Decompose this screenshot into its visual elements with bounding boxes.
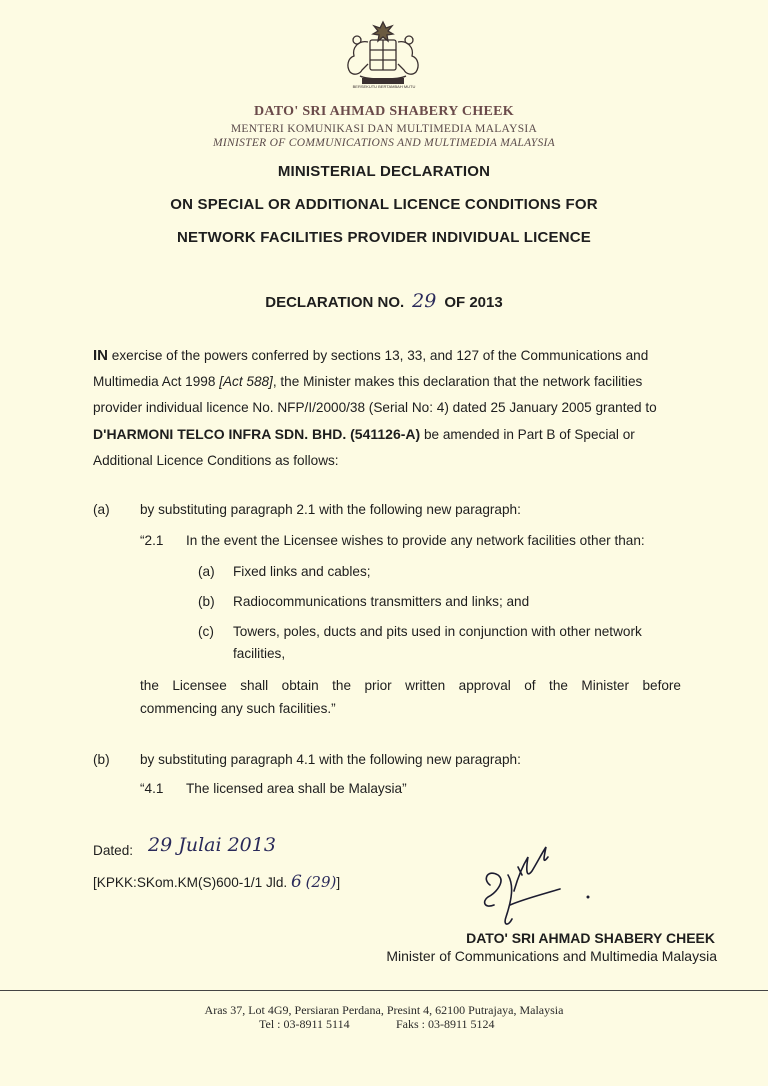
sub-item-text: Fixed links and cables; — [233, 564, 371, 579]
declaration-number — [0, 290, 768, 312]
sub-item-label: (c) — [198, 624, 214, 639]
declaration-suffix: OF 2013 — [444, 294, 503, 311]
intro-text1: exercise of the powers conferred by sections 13, 33, and 127 of the Communications and Multimedia Act 1998 — [93, 348, 649, 389]
reference-number — [93, 872, 340, 893]
dated-handwritten: 29 Julai 2013 — [148, 834, 276, 856]
minister-title-english: MINISTER OF COMMUNICATIONS AND MULTIMEDIA MALAYSIA — [213, 137, 555, 149]
coat-of-arms-icon — [338, 18, 428, 94]
crest-motto: BERSEKUTU BERTAMBAH MUTU — [352, 84, 416, 89]
item-a-para-number: “2.1 — [140, 533, 164, 548]
item-b-text: by substituting paragraph 4.1 with the following new paragraph: — [140, 752, 521, 767]
signatory-title: Minister of Communications and Multimedia Malaysia — [386, 948, 717, 964]
item-b-para-text: The licensed area shall be Malaysia” — [186, 781, 407, 796]
reference-suffix: ] — [336, 875, 341, 890]
item-b-para-number: “4.1 — [140, 781, 164, 796]
sub-item-text: Towers, poles, ducts and pits used in conjunction with other network — [233, 624, 642, 639]
intro-paragraph — [93, 343, 683, 474]
declaration-number-handwritten: 29 — [412, 290, 437, 312]
sub-item-label: (b) — [198, 594, 215, 609]
sub-item-text: Radiocommunications transmitters and links; and — [233, 594, 530, 609]
sub-item-text-continued: facilities, — [233, 646, 286, 661]
footer-fax: Faks : 03-8911 5124 — [396, 1017, 495, 1031]
declaration-heading-line1: MINISTERIAL DECLARATION — [277, 163, 491, 180]
minister-title-malay: MENTERI KOMUNIKASI DAN MULTIMEDIA MALAYSIA — [230, 123, 538, 135]
company-name: D'HARMONI TELCO INFRA SDN. BHD. (541126-A) — [93, 426, 421, 442]
item-a-text: by substituting paragraph 2.1 with the following new paragraph: — [140, 502, 521, 517]
dated-label: Dated: — [93, 843, 134, 858]
declaration-heading-line3: NETWORK FACILITIES PROVIDER INDIVIDUAL LICENCE — [177, 229, 591, 246]
reference-handwritten-number: (29) — [305, 873, 337, 891]
footer-divider — [0, 990, 768, 991]
item-b-label: (b) — [93, 752, 110, 767]
intro-text2: , the Minister makes this declaration that the network facilities provider individual licence No. NFP/I/2000/38 (Serial No: 4) dated 25 January 2005 granted to — [93, 374, 657, 415]
declaration-heading-line2: ON SPECIAL OR ADDITIONAL LICENCE CONDITIONS FOR — [170, 196, 598, 213]
act-reference: [Act 588] — [219, 374, 273, 389]
minister-name-heading: DATO' SRI AHMAD SHABERY CHEEK — [254, 104, 514, 119]
signatory-name: DATO' SRI AHMAD SHABERY CHEEK — [466, 930, 715, 946]
item-a-closing-line1: the Licensee shall obtain the prior written approval of the Minister before — [140, 678, 681, 693]
intro-text3: be amended in Part B of Special or Additional Licence Conditions as follows: — [93, 427, 635, 468]
reference-handwritten-volume: 6 — [290, 872, 302, 892]
item-a-closing-line2: commencing any such facilities.” — [140, 701, 336, 716]
intro-lead: IN — [93, 347, 108, 364]
declaration-prefix: DECLARATION NO. — [265, 294, 405, 311]
footer-address: Aras 37, Lot 4G9, Persiaran Perdana, Presint 4, 62100 Putrajaya, Malaysia — [204, 1003, 564, 1017]
sub-item-label: (a) — [198, 564, 215, 579]
reference-prefix: [KPKK:SKom.KM(S)600-1/1 Jld. — [93, 875, 288, 890]
handwritten-signature — [470, 845, 600, 935]
item-a-label: (a) — [93, 502, 110, 517]
footer-telephone: Tel : 03-8911 5114 — [259, 1017, 350, 1031]
item-a-para-text: In the event the Licensee wishes to provide any network facilities other than: — [186, 533, 645, 548]
